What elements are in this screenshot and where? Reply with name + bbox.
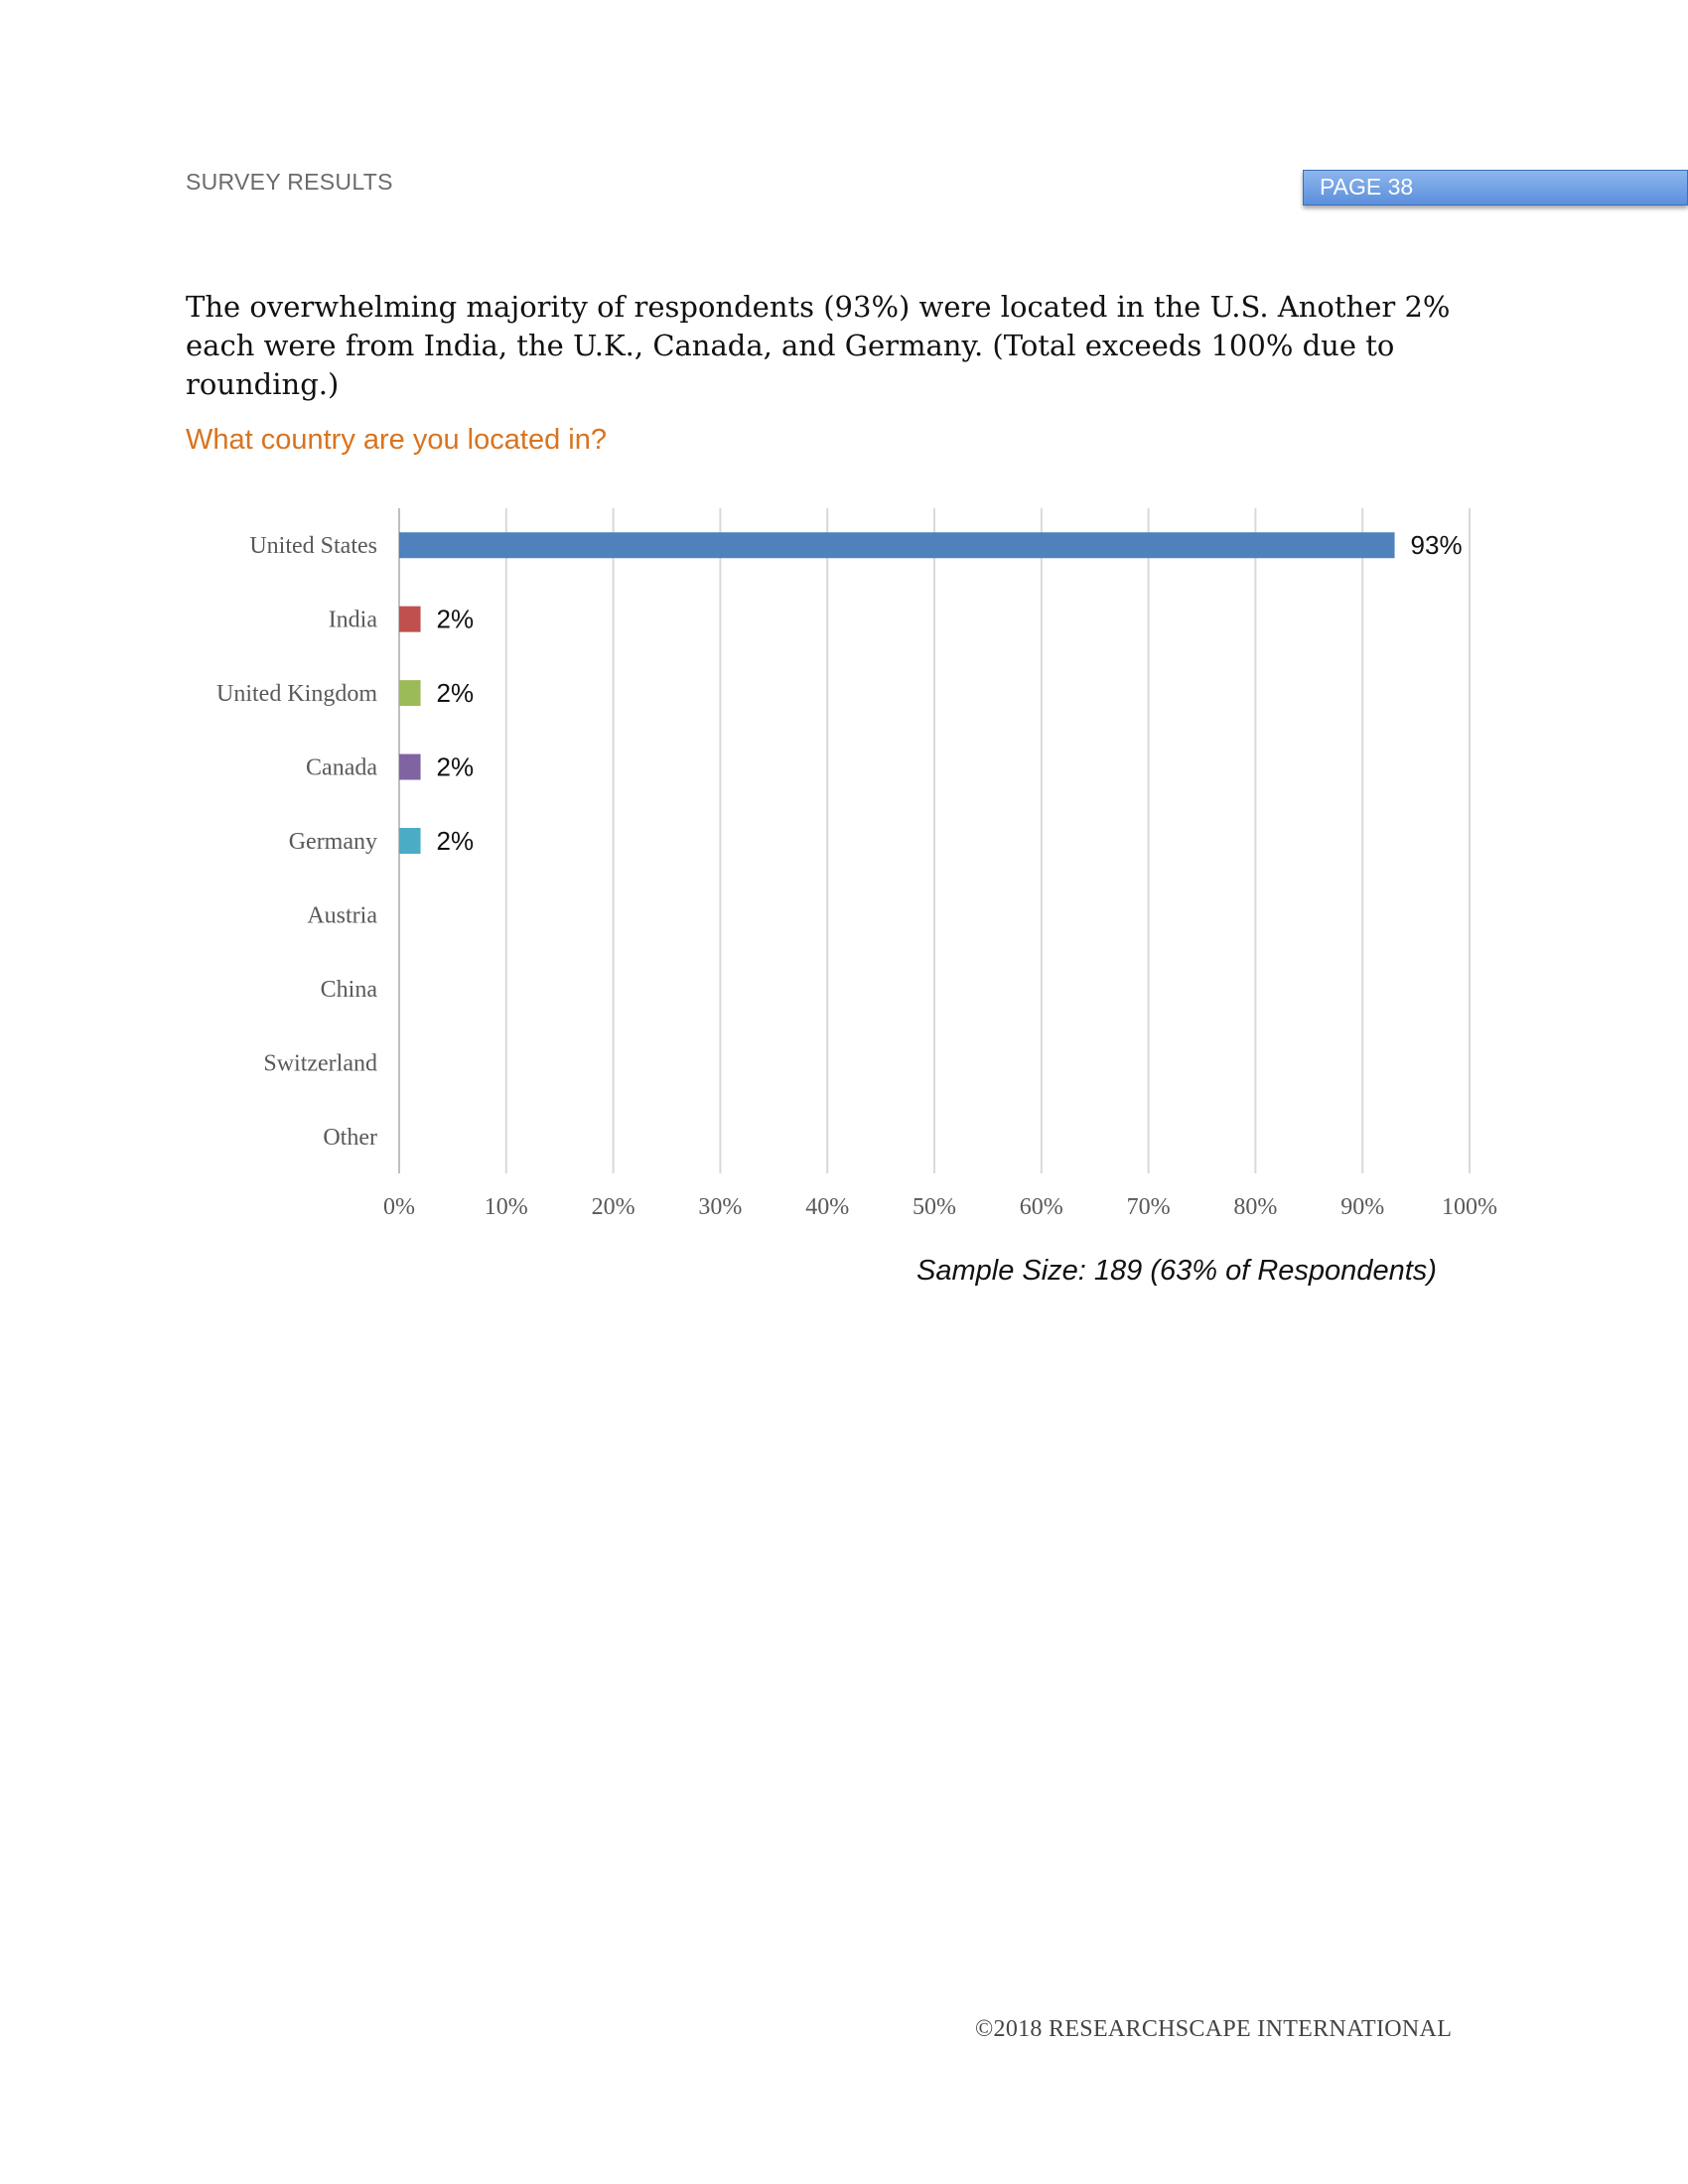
x-tick-label: 10% [484,1194,528,1220]
x-tick-label: 0% [383,1194,415,1220]
category-label: Switzerland [263,1050,377,1077]
x-tick-label: 60% [1019,1194,1063,1220]
data-label: 2% [436,678,475,709]
sample-size-note: Sample Size: 189 (63% of Respondents) [916,1255,1437,1287]
category-label: Canada [306,754,377,781]
x-tick-label: 70% [1126,1194,1171,1220]
x-tick-label: 40% [805,1194,850,1220]
bar [399,754,421,780]
bar [399,828,421,854]
category-label: Austria [307,902,377,929]
category-label: United Kingdom [216,681,377,708]
copyright-footer: ©2018 RESEARCHSCAPE INTERNATIONAL [975,2016,1453,2042]
category-label: United States [249,533,377,560]
bar [399,607,421,632]
x-tick-label: 90% [1340,1194,1385,1220]
x-tick-label: 30% [698,1194,743,1220]
bar [399,680,421,706]
question-heading: What country are you located in? [186,424,607,456]
x-tick-label: 20% [591,1194,635,1220]
category-label: Germany [288,829,377,855]
x-tick-label: 50% [913,1194,956,1220]
data-label: 2% [436,751,475,782]
category-label: Other [323,1124,377,1151]
page-number: PAGE 38 [1320,174,1414,200]
x-tick-label: 80% [1233,1194,1278,1220]
data-label: 93% [1410,530,1463,561]
category-label: China [320,976,377,1003]
data-label: 2% [436,826,475,856]
x-tick-label: 100% [1442,1194,1497,1220]
section-header: SURVEY RESULTS [186,169,393,195]
bar [399,532,1395,558]
intro-paragraph: The overwhelming majority of respondents (93%) were located in the U.S. Another 2% each were from India, the U.K., Canada, and Germany. (Total exceeds 100% due to rounding.) [186,290,1451,401]
data-label: 2% [436,604,475,634]
category-label: India [328,607,377,633]
